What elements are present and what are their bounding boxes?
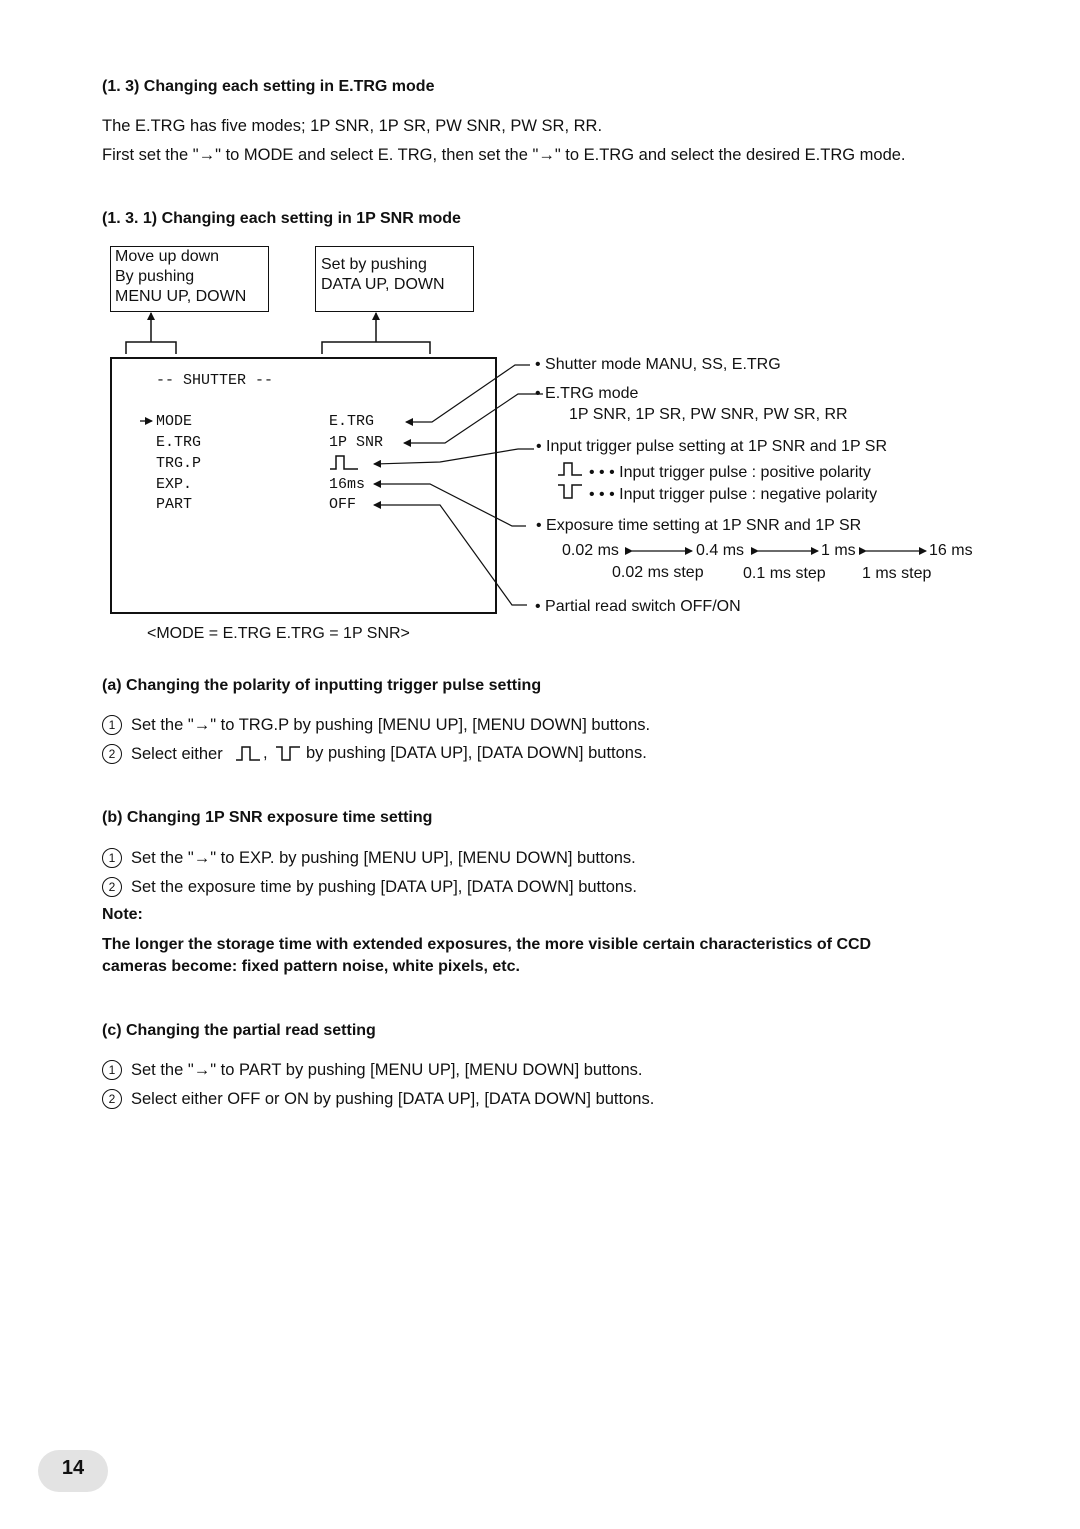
step-text: by pushing [DATA UP], [DATA DOWN] buttons.	[306, 744, 647, 762]
menu-item-mode: MODE	[156, 413, 193, 430]
note-line: Move up down	[115, 248, 220, 265]
menu-value-mode: E.TRG	[329, 413, 375, 430]
note-positive-polarity: • • • Input trigger pulse : positive polarity	[589, 464, 871, 481]
note-etrg-values: 1P SNR, 1P SR, PW SNR, PW SR, RR	[569, 406, 848, 423]
step-text: Set the "→" to EXP. by pushing [MENU UP], [MENU DOWN] buttons.	[131, 849, 636, 867]
subsection-heading: (1. 3. 1) Changing each setting in 1P SNR mode	[102, 210, 461, 227]
intro-text: First set the "→" to MODE and select E. TRG, then set the "→" to E.TRG and select the desired E.TRG mode.	[102, 146, 906, 164]
step-item	[102, 744, 223, 764]
step-number: 2	[102, 744, 122, 764]
note-line: DATA UP, DOWN	[321, 276, 445, 293]
menu-item-etrg: E.TRG	[156, 434, 202, 451]
note-partial-read: • Partial read switch OFF/ON	[535, 598, 741, 615]
step-item	[102, 1089, 654, 1109]
range-step: 1 ms step	[862, 565, 932, 582]
step-text: Select either	[131, 745, 223, 763]
note-line: Set by pushing	[321, 256, 427, 273]
section-heading: (b) Changing 1P SNR exposure time setting	[102, 809, 433, 826]
note-line: By pushing	[115, 268, 195, 285]
menu-item-part: PART	[156, 496, 193, 513]
menu-buttons-note	[110, 246, 269, 312]
range-value: 0.02 ms	[562, 542, 619, 559]
intro-text: The E.TRG has five modes; 1P SNR, 1P SR, PW SNR, PW SR, RR.	[102, 117, 603, 135]
menu-value-etrg: 1P SNR	[329, 434, 384, 451]
step-item	[102, 1060, 642, 1080]
note-negative-polarity: • • • Input trigger pulse : negative polarity	[589, 486, 878, 503]
step-item	[102, 715, 650, 735]
section-heading: (1. 3) Changing each setting in E.TRG mode	[102, 78, 435, 95]
step-text: Set the "→" to TRG.P by pushing [MENU UP], [MENU DOWN] buttons.	[131, 716, 651, 734]
note-exposure: • Exposure time setting at 1P SNR and 1P SR	[536, 517, 862, 534]
note-text: cameras become: fixed pattern noise, white pixels, etc.	[102, 958, 520, 975]
step-number: 2	[102, 1089, 122, 1109]
step-text: Set the exposure time by pushing [DATA UP], [DATA DOWN] buttons.	[131, 878, 637, 896]
menu-item-exp: EXP.	[156, 476, 193, 493]
range-step: 0.02 ms step	[612, 564, 704, 581]
range-value: 1 ms	[821, 542, 856, 559]
step-number: 1	[102, 715, 122, 735]
page-number: 14	[61, 1457, 85, 1479]
step-number: 2	[102, 877, 122, 897]
section-heading: (a) Changing the polarity of inputting trigger pulse setting	[102, 677, 542, 694]
step-item	[102, 877, 637, 897]
range-value: 0.4 ms	[696, 542, 745, 559]
step-item	[102, 848, 636, 868]
step-text: Select either OFF or ON by pushing [DATA UP], [DATA DOWN] buttons.	[131, 1090, 655, 1108]
note-line: MENU UP, DOWN	[115, 288, 247, 305]
step-separator: ,	[263, 744, 268, 762]
screen-title: -- SHUTTER --	[156, 372, 274, 389]
note-text: The longer the storage time with extended exposures, the more visible certain characteristics of CCD	[102, 936, 872, 953]
data-buttons-note	[315, 246, 474, 312]
note-trigger-pulse: • Input trigger pulse setting at 1P SNR and 1P SR	[536, 438, 887, 455]
diagram-caption: <MODE = E.TRG E.TRG = 1P SNR>	[147, 625, 410, 642]
step-number: 1	[102, 848, 122, 868]
step-text: Set the "→" to PART by pushing [MENU UP], [MENU DOWN] buttons.	[131, 1061, 643, 1079]
note-label: Note:	[102, 906, 143, 923]
range-step: 0.1 ms step	[743, 565, 826, 582]
note-shutter-mode: • Shutter mode MANU, SS, E.TRG	[535, 356, 781, 373]
step-number: 1	[102, 1060, 122, 1080]
menu-value-exp: 16ms	[329, 476, 366, 493]
section-heading: (c) Changing the partial read setting	[102, 1022, 376, 1039]
menu-value-part: OFF	[329, 496, 357, 513]
menu-item-trgp: TRG.P	[156, 455, 202, 472]
range-value: 16 ms	[929, 542, 973, 559]
note-etrg-mode: • E.TRG mode	[535, 385, 639, 402]
